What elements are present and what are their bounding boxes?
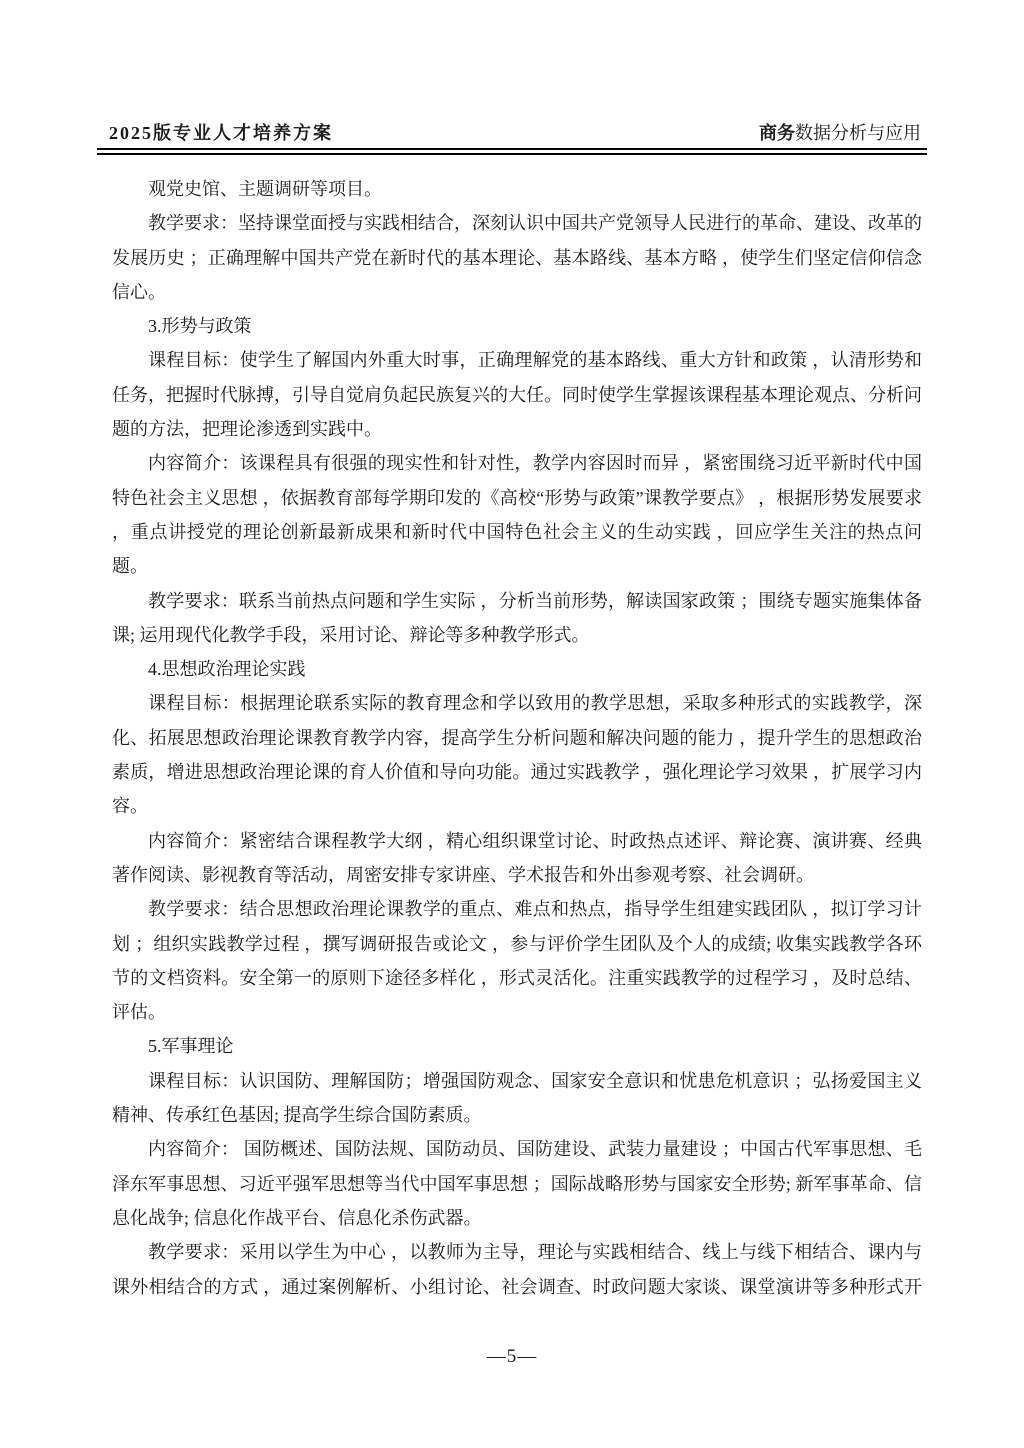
paragraph: 教学要求：采用以学生为中心 ，以教师为主导，理论与实践相结合、线上与线下相结合、课内与课外相结合的方式 ，通过案例解析、小组讨论、社会调查、时政问题大家谈、课堂演讲等多种形式开: [112, 1242, 922, 1297]
paragraph: 观党史馆、主题调研等项目。: [148, 179, 382, 199]
section-heading: 4.思想政治理论实践: [148, 659, 306, 680]
header-left-title: 2025版专业人才培养方案: [109, 123, 333, 143]
page-header: [97, 122, 927, 155]
page-footer: [0, 1346, 1024, 1368]
section-heading: 5.军事理论: [148, 1036, 234, 1057]
paragraph: 教学要求：联系当前热点问题和学生实际 ，分析当前形势，解读国家政策 ；围绕专题实施集体备课; 运用现代化教学手段，采用讨论、辩论等多种教学形式。: [112, 590, 922, 645]
section-heading: 3.形势与政策: [148, 316, 252, 337]
paragraph: 教学要求：坚持课堂面授与实践相结合，深刻认识中国共产党领导人民进行的革命、建设、改革的发展历史 ；正确理解中国共产党在新时代的基本理论、基本路线、基本方略 ，使学生们坚定信仰信念信心。: [112, 213, 922, 302]
header-right-title-emphasis: 商务: [759, 123, 795, 143]
paragraph: 内容简介：紧密结合课程教学大纲 ，精心组织课堂讨论、时政热点述评、辩论赛、演讲赛、经典著作阅读、影视教育等活动，周密安排专家讲座、学术报告和外出参观考察、社会调研。: [112, 830, 922, 885]
page-number: —5—: [486, 1346, 538, 1367]
paragraph: 课程目标：根据理论联系实际的教育理念和学以致用的教学思想，采取多种形式的实践教学，深化、拓展思想政治理论课教育教学内容，提高学生分析问题和解决问题的能力 ，提升学生的思想政治素质，增进思想政治理论课的育人价值和导向功能。通过实践教学 ，强化理论学习效果 ，扩展学习内容。: [112, 693, 922, 817]
paragraph: 内容简介：该课程具有很强的现实性和针对性，教学内容因时而异 ，紧密围绕习近平新时代中国特色社会主义思想 ，依据教育部每学期印发的《高校“形势与政策”课教学要点》 ，根据形势发展要求 ，重点讲授党的理论创新最新成果和新时代中国特色社会主义的生动实践 ，回应学生关注的热点问题。: [112, 453, 922, 577]
paragraph: 课程目标：使学生了解国内外重大时事，正确理解党的基本路线、重大方针和政策 ，认清形势和任务，把握时代脉搏，引导自觉肩负起民族复兴的大任。同时使学生掌握该课程基本理论观点、分析问题的方法，把理论渗透到实践中。: [112, 350, 922, 440]
paragraph: 内容简介： 国防概述、国防法规、国防动员、国防建设、武装力量建设 ；中国古代军事思想、毛 泽东军事思想、习近平强军思想等当代中国军事思想 ；国际战略形势与国家安全形势; 新军事革命、信息化战争; 信息化作战平台、信息化杀伤武器。: [112, 1139, 922, 1228]
paragraph: 课程目标：认识国防、理解国防；增强国防观念、国家安全意识和忧患危机意识 ；弘扬爱国主义精神、传承红色基因; 提高学生综合国防素质。: [112, 1070, 922, 1126]
document-body: [112, 172, 922, 1304]
paragraph: 教学要求：结合思想政治理论课教学的重点、难点和热点，指导学生组建实践团队 ，拟订学习计划 ；组织实践教学过程 ，撰写调研报告或论文 ，参与评价学生团队及个人的成绩; 收集实践教学各环 节的文档资料。安全第一的原则下途径多样化 ，形式灵活化。注重实践教学的过程学习 ，及时总结、评估。: [112, 899, 922, 1023]
header-right-title: [759, 122, 921, 144]
header-right-title-rest: 数据分析与应用: [795, 123, 921, 143]
